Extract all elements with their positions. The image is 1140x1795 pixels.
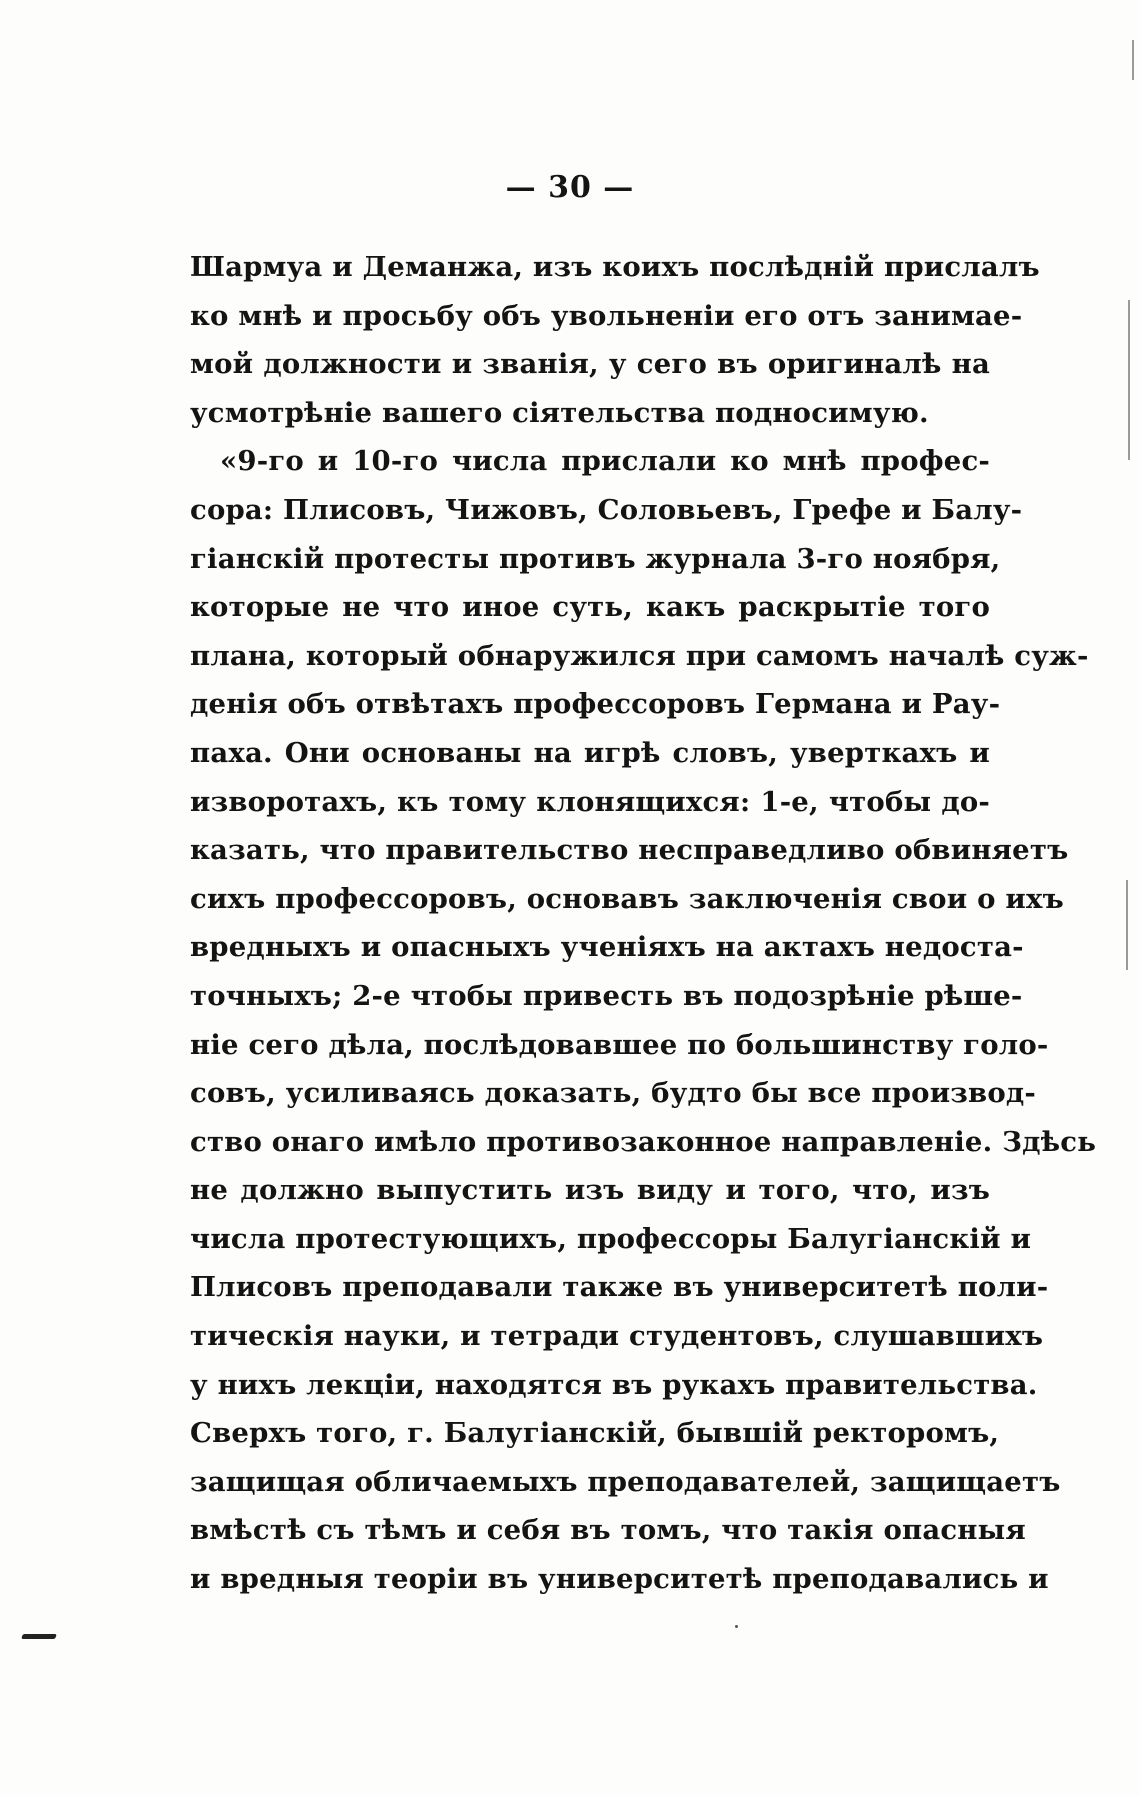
text-line: денія объ отвѣтахъ профессоровъ Германа и Рау- (190, 688, 1001, 721)
text-line: вредныхъ и опасныхъ ученіяхъ на актахъ недоста- (190, 931, 1024, 964)
text-line: Шармуа и Деманжа, изъ коихъ послѣдній прислалъ (190, 251, 1040, 283)
text-line: ніе сего дѣла, послѣдовавшее по большинству голо- (190, 1028, 1049, 1061)
text-line: ко мнѣ и просьбу объ увольненіи его отъ занимае- (190, 299, 1023, 332)
text-line: числа протестующихъ, профессоры Балугіанскій и (190, 1222, 1032, 1255)
text-line: сора: Плисовъ, Чижовъ, Соловьевъ, Грефе и Балу- (190, 493, 1023, 526)
scan-edge-mark (1128, 300, 1130, 460)
paragraph-start-line: «9-го и 10-го числа прислали ко мнѣ профес- (220, 445, 990, 478)
scan-edge-mark (1132, 40, 1134, 80)
text-line: сихъ профессоровъ, основавъ заключенія свои о ихъ (190, 882, 1064, 915)
text-line: плана, который обнаружился при самомъ началѣ суж- (190, 639, 1089, 672)
text-line: гіанскій протесты противъ журнала 3-го ноября, (190, 542, 1001, 575)
text-line: вмѣстѣ съ тѣмъ и себя въ томъ, что такія опасныя (190, 1514, 1026, 1547)
text-line: казать, что правительство несправедливо обвиняетъ (190, 834, 1069, 867)
page-number-header: — 30 — (505, 170, 635, 205)
text-line: изворотахъ, къ тому клонящихся: 1-е, чтобы до- (190, 785, 990, 818)
text-line: тическія науки, и тетради студентовъ, слушавшихъ (190, 1320, 1044, 1353)
text-line: усмотрѣніе вашего сіятельства подносимую. (190, 396, 929, 429)
text-line: защищая обличаемыхъ преподавателей, защищаетъ (190, 1465, 1061, 1498)
text-line: паха. Они основаны на игрѣ словъ, уверткахъ и (190, 736, 990, 769)
text-line: и вредныя теоріи въ университетѣ преподавались и (190, 1563, 1049, 1596)
scan-dash-mark (21, 1634, 57, 1639)
text-line: совъ, усиливаясь доказать, будто бы все производ- (190, 1077, 1037, 1110)
scan-dot-mark (735, 1625, 738, 1628)
text-line: мой должности и званія, у сего въ оригиналѣ на (190, 348, 990, 381)
scan-edge-mark (1126, 880, 1128, 970)
body-text (190, 243, 1097, 1604)
text-line: которые не что иное суть, какъ раскрытіе того (190, 591, 990, 624)
text-line: точныхъ; 2-е чтобы привесть въ подозрѣніе рѣше- (190, 979, 1023, 1012)
text-line: Плисовъ преподавали также въ университетѣ поли- (190, 1271, 1049, 1304)
text-line: у нихъ лекціи, находятся въ рукахъ правительства. (190, 1368, 1038, 1401)
text-line: не должно выпустить изъ виду и того, что, изъ (190, 1174, 990, 1207)
text-line: ство онаго имѣло противозаконное направленіе. Здѣсь (190, 1125, 1097, 1158)
text-line: Сверхъ того, г. Балугіанскій, бывшій ректоромъ, (190, 1417, 1000, 1450)
